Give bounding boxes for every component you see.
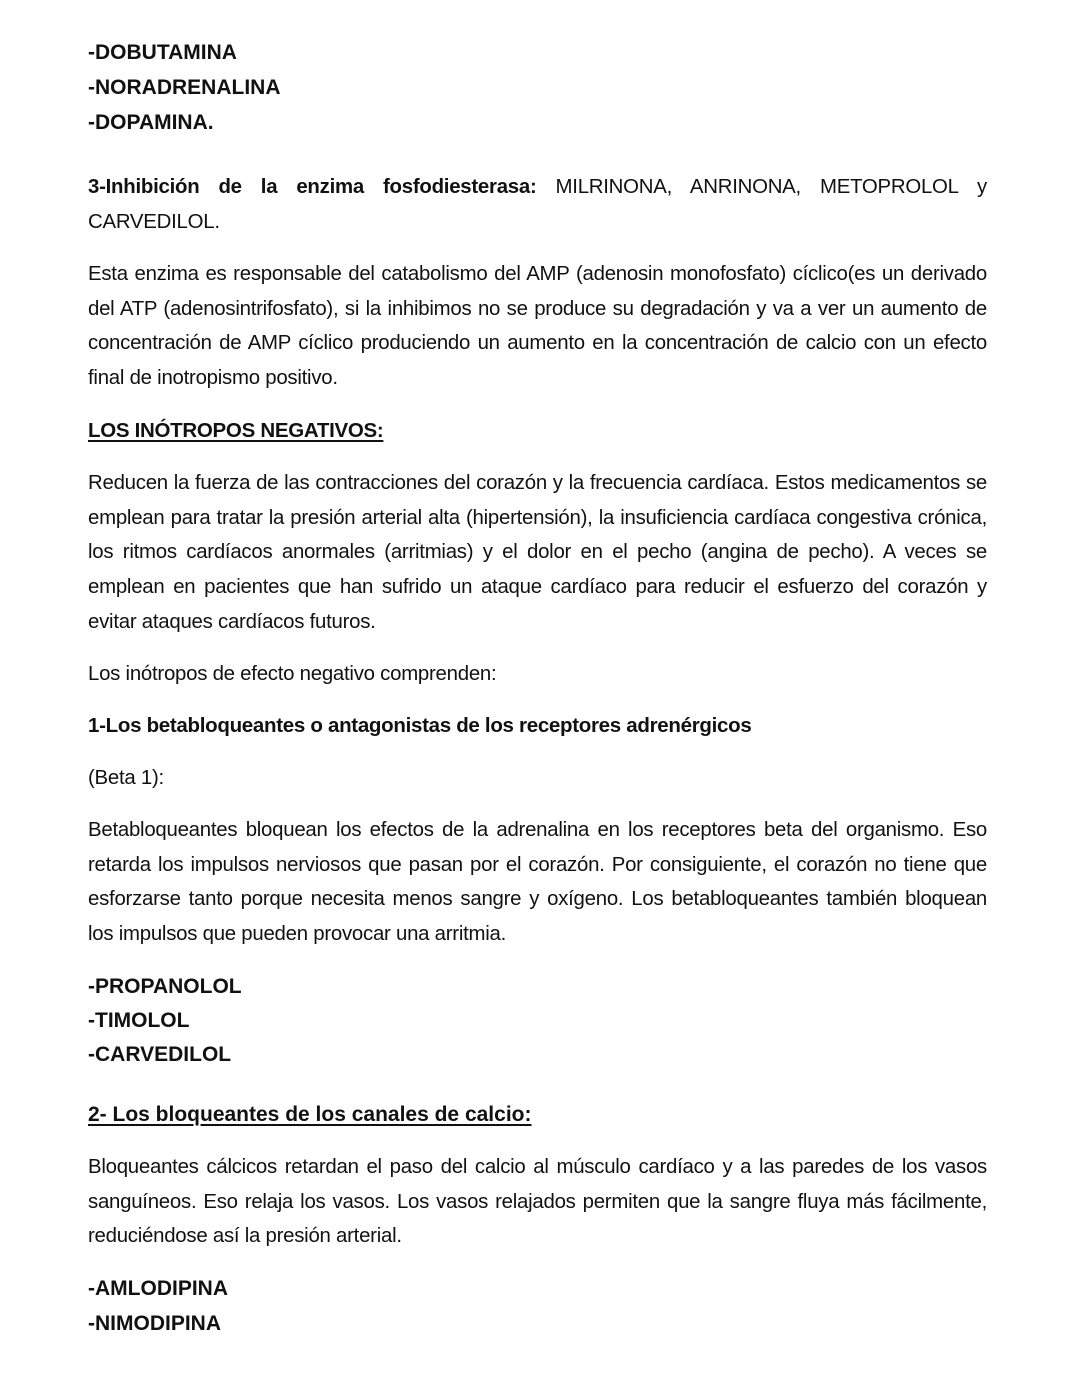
drug-list-item: -NIMODIPINA [88,1312,221,1335]
drug-list-item: -PROPANOLOL [88,975,242,998]
calcium-blockers-heading: 2- Los bloqueantes de los canales de calcio: [88,1103,532,1126]
betablockers-heading: 1-Los betabloqueantes o antagonistas de los receptores adrenérgicos [88,714,752,737]
section3-drugs: MILRINONA, ANRINONA, METOPROLOL y CARVEDILOL. [88,176,987,233]
negatives-heading: LOS INÓTROPOS NEGATIVOS: [88,419,384,442]
betablockers-subheading: (Beta 1): [88,767,164,789]
drug-list-item: -DOBUTAMINA [88,41,237,64]
drug-list-item: -CARVEDILOL [88,1043,232,1066]
drug-list-item: -DOPAMINA. [88,111,214,134]
drug-list-item: -NORADRENALINA [88,76,281,99]
betablockers-paragraph: Betabloqueantes bloquean los efectos de la adrenalina en los receptores beta del organismo. Eso retarda los impulsos nerviosos que pasan por el corazón. Por consiguiente, el corazón no tiene que esforzarse tanto porque necesita menos sangre y oxígeno. Los betabloqueantes también bloquean los impulsos que pueden provocar una arritmia. [88,819,987,946]
negatives-intro: Los inótropos de efecto negativo comprenden: [88,663,497,685]
drug-list-item: -TIMOLOL [88,1009,190,1032]
section3-heading: 3-Inhibición de la enzima fosfodiesterasa: [88,176,537,198]
section3-paragraph-heading [88,170,987,239]
drug-list-item: -AMLODIPINA [88,1277,228,1300]
section3-paragraph: Esta enzima es responsable del catabolismo del AMP (adenosin monofosfato) cíclico(es un derivado del ATP (adenosintrifosfato), si la inhibimos no se produce su degradación y va a ver un aumento de concentración de AMP cíclico produciendo un aumento en la concentración de calcio con un efecto final de inotropismo positivo. [88,263,987,390]
negatives-paragraph: Reducen la fuerza de las contracciones del corazón y la frecuencia cardíaca. Estos medicamentos se emplean para tratar la presión arterial alta (hipertensión), la insuficiencia cardíaca congestiva crónica, los ritmos cardíacos anormales (arritmias) y el dolor en el pecho (angina de pecho). A veces se emplean en pacientes que han sufrido un ataque cardíaco para reducir el esfuerzo del corazón y evitar ataques cardíacos futuros. [88,472,987,633]
calcium-blockers-paragraph: Bloqueantes cálcicos retardan el paso del calcio al músculo cardíaco y a las paredes de los vasos sanguíneos. Eso relaja los vasos. Los vasos relajados permiten que la sangre fluya más fácilmente, reduciéndose así la presión arterial. [88,1156,987,1248]
